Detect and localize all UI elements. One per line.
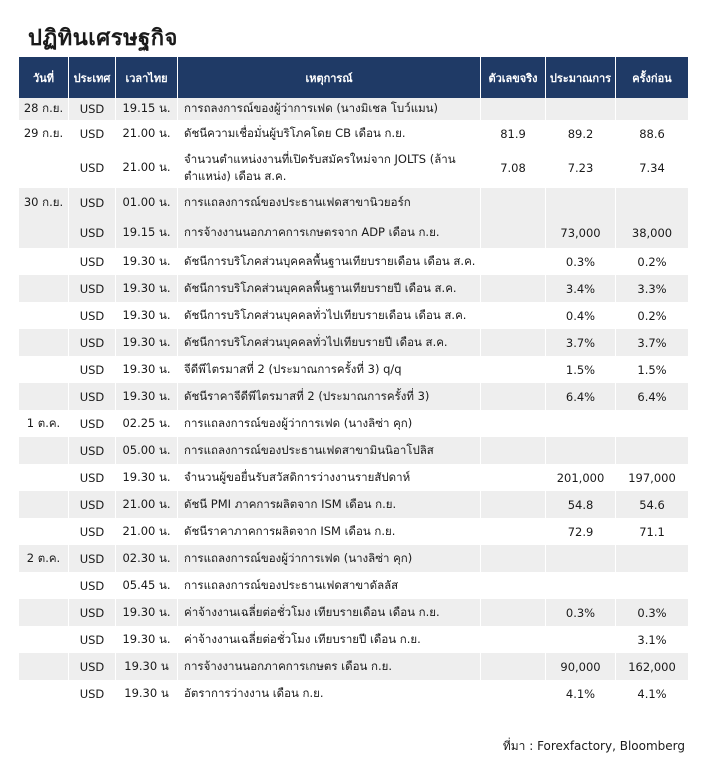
row-event: ดัชนีการบริโภคส่วนบุคคลทั่วไปเทียบรายปี เดือน ส.ค. [178, 329, 481, 356]
row-time: 19.30 น. [116, 329, 178, 356]
row-actual [481, 410, 546, 437]
row-event: การแถลงการณ์ของประธานเฟดสาขาดัลลัส [178, 572, 481, 599]
row-time: 19.30 น. [116, 248, 178, 275]
row-time: 19.30 น. [116, 302, 178, 329]
row-currency: USD [69, 545, 116, 572]
row-currency: USD [69, 599, 116, 626]
row-actual [481, 356, 546, 383]
row-currency: USD [69, 464, 116, 491]
table-row [19, 572, 688, 599]
table-row [19, 275, 688, 302]
row-actual [481, 626, 546, 653]
row-event: จำนวนตำแหน่งงานที่เปิดรับสมัครใหม่จาก JOLTS (ล้านตำแหน่ง) เดือน ส.ค. [178, 148, 481, 188]
row-actual [481, 437, 546, 464]
row-currency: USD [69, 572, 116, 599]
row-actual [481, 464, 546, 491]
row-currency: USD [69, 410, 116, 437]
row-forecast: 3.7% [546, 329, 616, 356]
row-forecast: 3.4% [546, 275, 616, 302]
table-row [19, 518, 688, 545]
table-row [19, 653, 688, 680]
row-date: 28 ก.ย. [19, 98, 69, 120]
row-event: ดัชนีการบริโภคส่วนบุคคลพื้นฐานเทียบรายเดือน เดือน ส.ค. [178, 248, 481, 275]
table-row [19, 545, 688, 572]
table-row [19, 383, 688, 410]
row-previous [616, 188, 688, 218]
row-currency: USD [69, 626, 116, 653]
row-currency: USD [69, 437, 116, 464]
row-actual [481, 248, 546, 275]
row-event: จำนวนผู้ขอยื่นรับสวัสดิการว่างงานรายสัปดาห์ [178, 464, 481, 491]
page-title: ปฏิทินเศรษฐกิจ [28, 26, 178, 51]
row-previous: 88.6 [616, 120, 688, 148]
row-previous [616, 98, 688, 120]
row-forecast [546, 188, 616, 218]
column-header-forecast: ประมาณการ [546, 57, 616, 98]
row-event: ดัชนีการบริโภคส่วนบุคคลทั่วไปเทียบรายเดือน เดือน ส.ค. [178, 302, 481, 329]
row-currency: USD [69, 491, 116, 518]
row-time: 19.30 น [116, 653, 178, 680]
row-actual [481, 599, 546, 626]
row-date: 30 ก.ย. [19, 188, 69, 218]
row-currency: USD [69, 120, 116, 148]
row-time: 21.00 น. [116, 518, 178, 545]
row-forecast: 201,000 [546, 464, 616, 491]
row-previous: 197,000 [616, 464, 688, 491]
table-row [19, 410, 688, 437]
row-date [19, 383, 69, 410]
row-actual [481, 383, 546, 410]
row-time: 21.00 น. [116, 148, 178, 188]
row-currency: USD [69, 98, 116, 120]
row-event: การแถลงการณ์ของประธานเฟดสาขานิวยอร์ก [178, 188, 481, 218]
row-previous [616, 545, 688, 572]
row-previous: 7.34 [616, 148, 688, 188]
row-event: อัตราการว่างงาน เดือน ก.ย. [178, 680, 481, 707]
row-currency: USD [69, 356, 116, 383]
row-previous: 3.7% [616, 329, 688, 356]
row-date [19, 248, 69, 275]
row-time: 19.30 น. [116, 356, 178, 383]
row-previous: 3.1% [616, 626, 688, 653]
row-previous [616, 437, 688, 464]
economic-calendar-table [19, 57, 688, 707]
row-forecast: 1.5% [546, 356, 616, 383]
row-event: การจ้างงานนอกภาคการเกษตร เดือน ก.ย. [178, 653, 481, 680]
row-actual [481, 545, 546, 572]
row-time: 21.00 น. [116, 120, 178, 148]
row-date [19, 599, 69, 626]
table-row [19, 98, 688, 120]
row-currency: USD [69, 653, 116, 680]
row-previous: 54.6 [616, 491, 688, 518]
row-time: 19.30 น. [116, 383, 178, 410]
row-date [19, 680, 69, 707]
row-time: 19.15 น. [116, 218, 178, 248]
row-currency: USD [69, 518, 116, 545]
table-row [19, 599, 688, 626]
row-previous [616, 572, 688, 599]
row-forecast: 4.1% [546, 680, 616, 707]
table-row [19, 302, 688, 329]
row-currency: USD [69, 218, 116, 248]
table-header-row [19, 57, 688, 98]
row-forecast [546, 626, 616, 653]
row-date [19, 437, 69, 464]
row-previous: 38,000 [616, 218, 688, 248]
row-time: 19.30 น. [116, 599, 178, 626]
table-row [19, 148, 688, 188]
row-forecast: 6.4% [546, 383, 616, 410]
row-forecast [546, 410, 616, 437]
row-time: 19.30 น. [116, 464, 178, 491]
table-row [19, 188, 688, 218]
row-date [19, 356, 69, 383]
row-forecast: 0.4% [546, 302, 616, 329]
row-previous: 6.4% [616, 383, 688, 410]
row-date [19, 653, 69, 680]
row-time: 19.30 น. [116, 626, 178, 653]
table-row [19, 437, 688, 464]
row-previous: 0.2% [616, 302, 688, 329]
row-date: 2 ต.ค. [19, 545, 69, 572]
row-previous: 0.3% [616, 599, 688, 626]
row-forecast: 7.23 [546, 148, 616, 188]
row-currency: USD [69, 148, 116, 188]
row-date [19, 302, 69, 329]
row-time: 19.30 น [116, 680, 178, 707]
row-date [19, 518, 69, 545]
row-forecast: 89.2 [546, 120, 616, 148]
table-row [19, 491, 688, 518]
row-date [19, 491, 69, 518]
table-row [19, 680, 688, 707]
row-actual [481, 329, 546, 356]
row-forecast [546, 437, 616, 464]
row-event: ดัชนีราคาจีดีพีไตรมาสที่ 2 (ประมาณการครั้งที่ 3) [178, 383, 481, 410]
row-date [19, 572, 69, 599]
column-header-date: วันที่ [19, 57, 69, 98]
row-forecast: 54.8 [546, 491, 616, 518]
row-time: 02.30 น. [116, 545, 178, 572]
table-row [19, 356, 688, 383]
column-header-event: เหตุการณ์ [178, 57, 481, 98]
row-forecast: 0.3% [546, 599, 616, 626]
column-header-country: ประเทศ [69, 57, 116, 98]
table-row [19, 329, 688, 356]
row-event: การแถลงการณ์ของผู้ว่าการเฟด (นางลิซ่า คุก) [178, 545, 481, 572]
row-forecast [546, 572, 616, 599]
row-forecast: 0.3% [546, 248, 616, 275]
row-date [19, 218, 69, 248]
row-currency: USD [69, 188, 116, 218]
row-forecast [546, 98, 616, 120]
table-body [19, 98, 688, 707]
row-event: ดัชนีการบริโภคส่วนบุคคลพื้นฐานเทียบรายปี เดือน ส.ค. [178, 275, 481, 302]
row-date [19, 464, 69, 491]
row-actual [481, 572, 546, 599]
row-event: ค่าจ้างงานเฉลี่ยต่อชั่วโมง เทียบรายเดือน เดือน ก.ย. [178, 599, 481, 626]
row-time: 05.00 น. [116, 437, 178, 464]
row-actual [481, 302, 546, 329]
row-previous: 1.5% [616, 356, 688, 383]
row-event: การแถลงการณ์ของประธานเฟดสาขามินนิอาโปลิส [178, 437, 481, 464]
row-actual: 81.9 [481, 120, 546, 148]
row-date [19, 626, 69, 653]
row-time: 19.30 น. [116, 275, 178, 302]
table-row [19, 248, 688, 275]
row-currency: USD [69, 275, 116, 302]
row-event: การแถลงการณ์ของผู้ว่าการเฟด (นางลิซ่า คุก) [178, 410, 481, 437]
row-time: 01.00 น. [116, 188, 178, 218]
row-date [19, 329, 69, 356]
row-date [19, 275, 69, 302]
row-event: การถลงการณ์ของผู้ว่าการเฟด (นางมิเชล โบว์แมน) [178, 98, 481, 120]
row-actual [481, 218, 546, 248]
row-forecast [546, 545, 616, 572]
table-row [19, 626, 688, 653]
row-currency: USD [69, 302, 116, 329]
row-time: 02.25 น. [116, 410, 178, 437]
table-row [19, 120, 688, 148]
table-row [19, 218, 688, 248]
row-currency: USD [69, 248, 116, 275]
row-actual [481, 98, 546, 120]
row-event: ดัชนีราคาภาคการผลิตจาก ISM เดือน ก.ย. [178, 518, 481, 545]
column-header-time: เวลาไทย [116, 57, 178, 98]
row-time: 21.00 น. [116, 491, 178, 518]
row-date: 1 ต.ค. [19, 410, 69, 437]
row-actual [481, 491, 546, 518]
row-previous: 0.2% [616, 248, 688, 275]
row-previous [616, 410, 688, 437]
row-previous: 71.1 [616, 518, 688, 545]
column-header-previous: ครั้งก่อน [616, 57, 688, 98]
row-event: ดัชนีความเชื่อมั่นผู้บริโภคโดย CB เดือน ก.ย. [178, 120, 481, 148]
row-actual [481, 188, 546, 218]
row-actual [481, 653, 546, 680]
row-previous: 4.1% [616, 680, 688, 707]
row-actual [481, 518, 546, 545]
row-date: 29 ก.ย. [19, 120, 69, 148]
row-event: ดัชนี PMI ภาคการผลิตจาก ISM เดือน ก.ย. [178, 491, 481, 518]
row-currency: USD [69, 329, 116, 356]
row-event: การจ้างงานนอกภาคการเกษตรจาก ADP เดือน ก.ย. [178, 218, 481, 248]
row-forecast: 90,000 [546, 653, 616, 680]
row-previous: 162,000 [616, 653, 688, 680]
row-currency: USD [69, 680, 116, 707]
row-time: 19.15 น. [116, 98, 178, 120]
row-forecast: 73,000 [546, 218, 616, 248]
row-actual: 7.08 [481, 148, 546, 188]
table-row [19, 464, 688, 491]
column-header-actual: ตัวเลขจริง [481, 57, 546, 98]
row-previous: 3.3% [616, 275, 688, 302]
row-forecast: 72.9 [546, 518, 616, 545]
row-date [19, 148, 69, 188]
row-time: 05.45 น. [116, 572, 178, 599]
source-note: ที่มา : Forexfactory, Bloomberg [502, 739, 685, 753]
row-actual [481, 275, 546, 302]
row-actual [481, 680, 546, 707]
row-event: จีดีพีไตรมาสที่ 2 (ประมาณการครั้งที่ 3) q/q [178, 356, 481, 383]
row-currency: USD [69, 383, 116, 410]
row-event: ค่าจ้างงานเฉลี่ยต่อชั่วโมง เทียบรายปี เดือน ก.ย. [178, 626, 481, 653]
